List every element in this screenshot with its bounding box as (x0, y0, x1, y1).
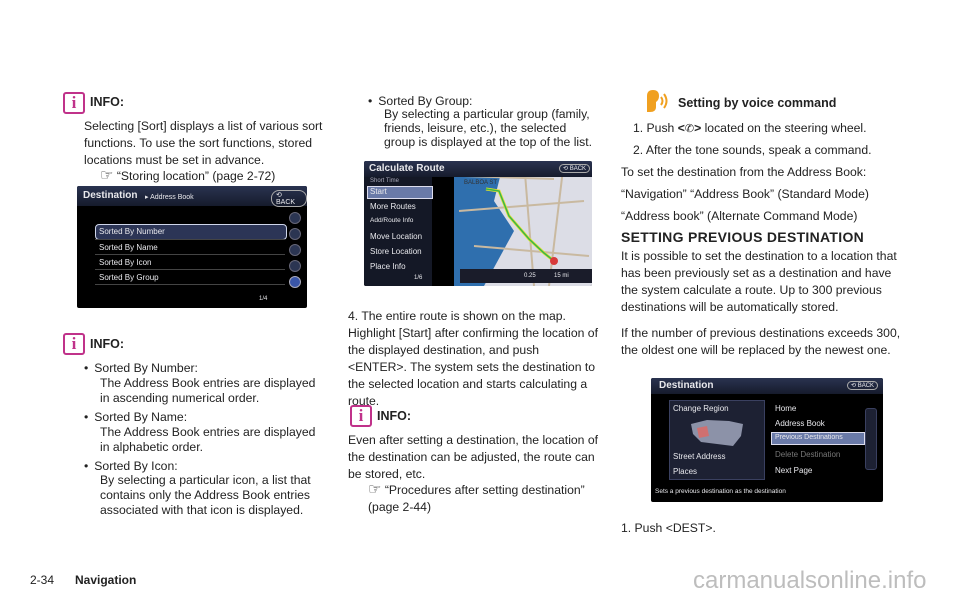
sort-item[interactable]: Sorted By Name (99, 243, 158, 252)
route-menu-item[interactable]: Short Time (370, 178, 400, 184)
calculate-route-screenshot (364, 161, 592, 286)
reference-text: “Procedures after setting destination” (page 2-44) (368, 483, 585, 514)
info-label: INFO: (90, 95, 125, 109)
route-menu-item[interactable]: Start (370, 187, 387, 196)
bullet-heading: • Sorted By Group: (368, 93, 472, 110)
reference-hand-icon: ☞ (100, 167, 114, 184)
info-label: INFO: (90, 337, 125, 351)
dest-menu-item[interactable]: Change Region (673, 404, 729, 413)
scrollbar[interactable] (865, 408, 877, 470)
reference-text: “Storing location” (page 2-72) (116, 169, 276, 183)
screen-title: Destination (659, 380, 714, 391)
scroll-dot-icon (289, 228, 301, 240)
paragraph: “Navigation” “Address Book” (Standard Mode) (621, 187, 869, 201)
page-indicator: 1/6 (414, 275, 423, 281)
dest-menu-item[interactable]: Street Address (673, 452, 726, 461)
info-text: Selecting [Sort] displays a list of various sort functions. To use the sort functions, stored locations must be set in advance. (84, 119, 323, 167)
route-time: 15 mi (554, 273, 569, 279)
bullet-heading: • Sorted By Icon: (84, 458, 178, 475)
sort-item[interactable]: Sorted By Number (99, 227, 165, 236)
bullet-body: The Address Book entries are displayed in ascending numerical order. (100, 376, 316, 405)
bullet-body: The Address Book entries are displayed in alphabetic order. (100, 425, 316, 454)
route-menu-item[interactable]: More Routes (370, 202, 416, 211)
back-button[interactable]: ⟲ BACK (271, 190, 307, 207)
paragraph: “Address book” (Alternate Command Mode) (621, 209, 858, 223)
route-menu-item[interactable]: Store Location (370, 247, 422, 256)
reference-link[interactable] (368, 481, 598, 516)
dest-menu-item[interactable]: Next Page (775, 466, 813, 475)
info-text: Even after setting a destination, the location of the destination can be adjusted, the route can be stored, etc. (348, 433, 599, 481)
us-map-icon (687, 416, 747, 450)
route-menu-item[interactable]: Place Info (370, 262, 406, 271)
step-1: 1. Push <✆> located on the steering wheel. (633, 121, 867, 135)
talk-button-icon: ✆ (684, 123, 695, 135)
dest-menu-item[interactable]: Delete Destination (775, 450, 841, 459)
scroll-dot-icon (289, 260, 301, 272)
step-1-suffix: located on the steering wheel. (704, 121, 867, 135)
dest-menu-item[interactable]: Address Book (775, 419, 825, 428)
bullet-heading: • Sorted By Number: (84, 360, 198, 377)
scroll-dot-icon (289, 244, 301, 256)
bullet-heading: • Sorted By Name: (84, 409, 187, 426)
sort-item[interactable]: Sorted By Icon (99, 258, 152, 267)
screen-title: Destination (83, 190, 138, 201)
bullet-body: By selecting a particular group (family, friends, leisure, etc.), the selected group is displayed at the top of the list. (384, 107, 592, 149)
back-button[interactable]: ⟲ BACK (559, 164, 590, 173)
sort-item[interactable]: Sorted By Group (99, 273, 159, 282)
map-road-label: BALBOA ST (464, 180, 498, 186)
page-indicator: 1/4 (259, 296, 268, 302)
section-heading: SETTING PREVIOUS DESTINATION (621, 229, 865, 245)
info-icon: i (63, 92, 85, 114)
scroll-down-icon[interactable] (289, 276, 301, 288)
status-text: Sets a previous destination as the destination (655, 488, 786, 495)
scroll-up-icon[interactable] (289, 212, 301, 224)
reference-link[interactable] (100, 167, 275, 185)
info-icon: i (350, 405, 372, 427)
step-push: 1. Push <DEST>. (621, 521, 716, 535)
paragraph: If the number of previous destinations exceeds 300, the oldest one will be replaced by the newest one. (621, 326, 901, 357)
page-number: 2-34 (30, 573, 55, 587)
route-menu-item[interactable]: Add/Route Info (370, 217, 414, 224)
watermark: carmanualsonline.info (693, 567, 927, 594)
screen-title: Calculate Route (369, 163, 445, 174)
address-book-sort-screenshot (77, 186, 307, 308)
screen-subtitle: ▸ Address Book (145, 194, 194, 201)
dest-menu-item[interactable]: Previous Destinations (775, 434, 843, 441)
step-1-prefix: 1. Push (633, 121, 675, 135)
route-menu-item[interactable]: Move Location (370, 232, 423, 241)
voice-command-icon (643, 88, 671, 114)
voice-heading: Setting by voice command (678, 96, 837, 110)
paragraph: To set the destination from the Address Book: (621, 165, 867, 179)
back-button[interactable]: ⟲ BACK (847, 381, 878, 390)
info-icon: i (63, 333, 85, 355)
info-label: INFO: (377, 409, 412, 423)
step-4: 4. The entire route is shown on the map. Highlight [Start] after confirming the location of the displayed destination, and push <ENTER>. The system sets the destination to the selected location and starts calculating a route. (348, 309, 598, 408)
map-scale: 0.25 (524, 273, 536, 279)
destination-menu-screenshot (651, 378, 883, 502)
dest-menu-item[interactable]: Places (673, 467, 698, 476)
dest-menu-item[interactable]: Home (775, 404, 797, 413)
step-2: 2. After the tone sounds, speak a command. (633, 143, 872, 157)
paragraph: It is possible to set the destination to a location that has been previously set as a destination and have the system calculate a route. Up to 300 previous destinations will be automatically stored. (621, 249, 897, 314)
section-name: Navigation (75, 573, 137, 587)
bullet-body: By selecting a particular icon, a list that contains only the Address Book entries associated with that icon is displayed. (100, 473, 311, 517)
reference-hand-icon: ☞ (368, 481, 382, 498)
